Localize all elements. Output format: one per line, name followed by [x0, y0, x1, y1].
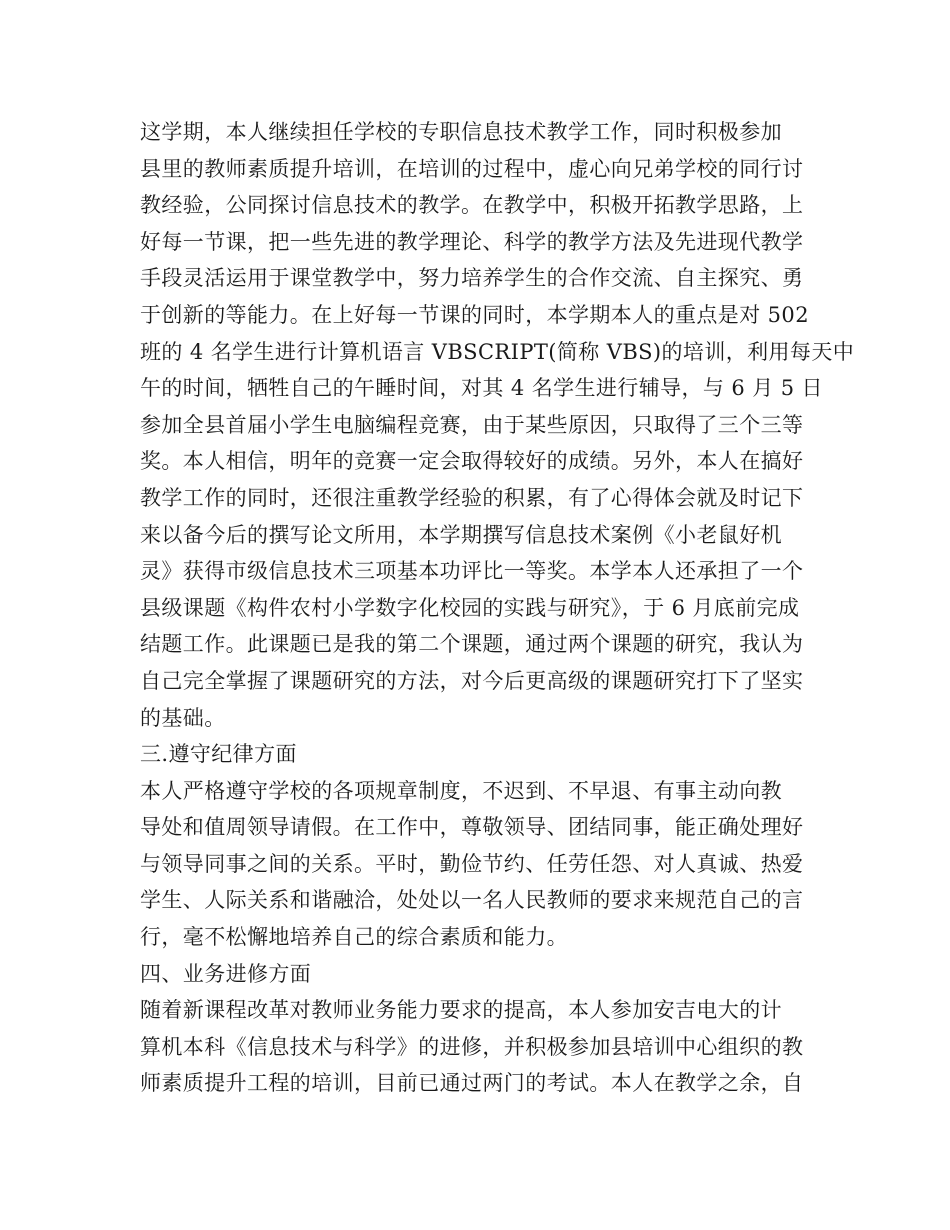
text-line: 午的时间，牺牲自己的午睡时间，对其 4 名学生进行辅导，与 6 月 5 日: [140, 376, 823, 401]
text-line: 结题工作。此课题已是我的第二个课题，通过两个课题的研究，我认为: [140, 632, 804, 657]
text-line: 县里的教师素质提升培训，在培训的过程中，虚心向兄弟学校的同行讨: [140, 156, 804, 181]
document-body: [140, 114, 855, 1102]
text-line: 的基础。: [140, 705, 226, 730]
text-line: 师素质提升工程的培训，目前已通过两门的考试。本人在教学之余，自: [140, 1071, 804, 1096]
section-heading: 四、业务进修方面: [140, 961, 312, 986]
text-line: 学生、人际关系和谐融洽，处处以一名人民教师的要求来规范自己的言: [140, 888, 804, 913]
text-line: 手段灵活运用于课堂教学中，努力培养学生的合作交流、自主探究、勇: [140, 266, 804, 291]
text-line: 好每一节课，把一些先进的教学理论、科学的教学方法及先进现代教学: [140, 229, 804, 254]
text-line: 班的 4 名学生进行计算机语言 VBSCRIPT(简称 VBS)的培训，利用每天中: [140, 339, 855, 364]
text-line: 与领导同事之间的关系。平时，勤俭节约、任劳任怨、对人真诚、热爱: [140, 851, 804, 876]
text-line: 于创新的等能力。在上好每一节课的同时，本学期本人的重点是对 502: [140, 302, 809, 327]
text-line: 参加全县首届小学生电脑编程竞赛，由于某些原因，只取得了三个三等: [140, 412, 804, 437]
text-line: 奖。本人相信，明年的竞赛一定会取得较好的成绩。另外，本人在搞好: [140, 449, 804, 474]
text-line: 这学期，本人继续担任学校的专职信息技术教学工作，同时积极参加: [140, 120, 782, 144]
text-line: 行，毫不松懈地培养自己的综合素质和能力。: [140, 925, 568, 950]
text-line: 灵》获得市级信息技术三项基本功评比一等奖。本学本人还承担了一个: [140, 559, 804, 584]
text-line: 县级课题《构件农村小学数字化校园的实践与研究》，于 6 月底前完成: [140, 595, 800, 620]
text-line: 随着新课程改革对教师业务能力要求的提高，本人参加安吉电大的计: [140, 998, 782, 1023]
text-line: 导处和值周领导请假。在工作中，尊敬领导、团结同事，能正确处理好: [140, 815, 804, 840]
text-line: 教学工作的同时，还很注重教学经验的积累，有了心得体会就及时记下: [140, 485, 804, 510]
text-line: 算机本科《信息技术与科学》的进修，并积极参加县培训中心组织的教: [140, 1034, 804, 1059]
text-line: 教经验，公同探讨信息技术的教学。在教学中，积极开拓教学思路，上: [140, 193, 804, 218]
section-heading: 三.遵守纪律方面: [140, 742, 297, 767]
text-line: 本人严格遵守学校的各项规章制度，不迟到、不早退、有事主动向教: [140, 778, 782, 803]
text-line: 来以备今后的撰写论文所用，本学期撰写信息技术案例《小老鼠好机: [140, 522, 782, 547]
text-line: 自己完全掌握了课题研究的方法，对今后更高级的课题研究打下了坚实: [140, 668, 804, 693]
